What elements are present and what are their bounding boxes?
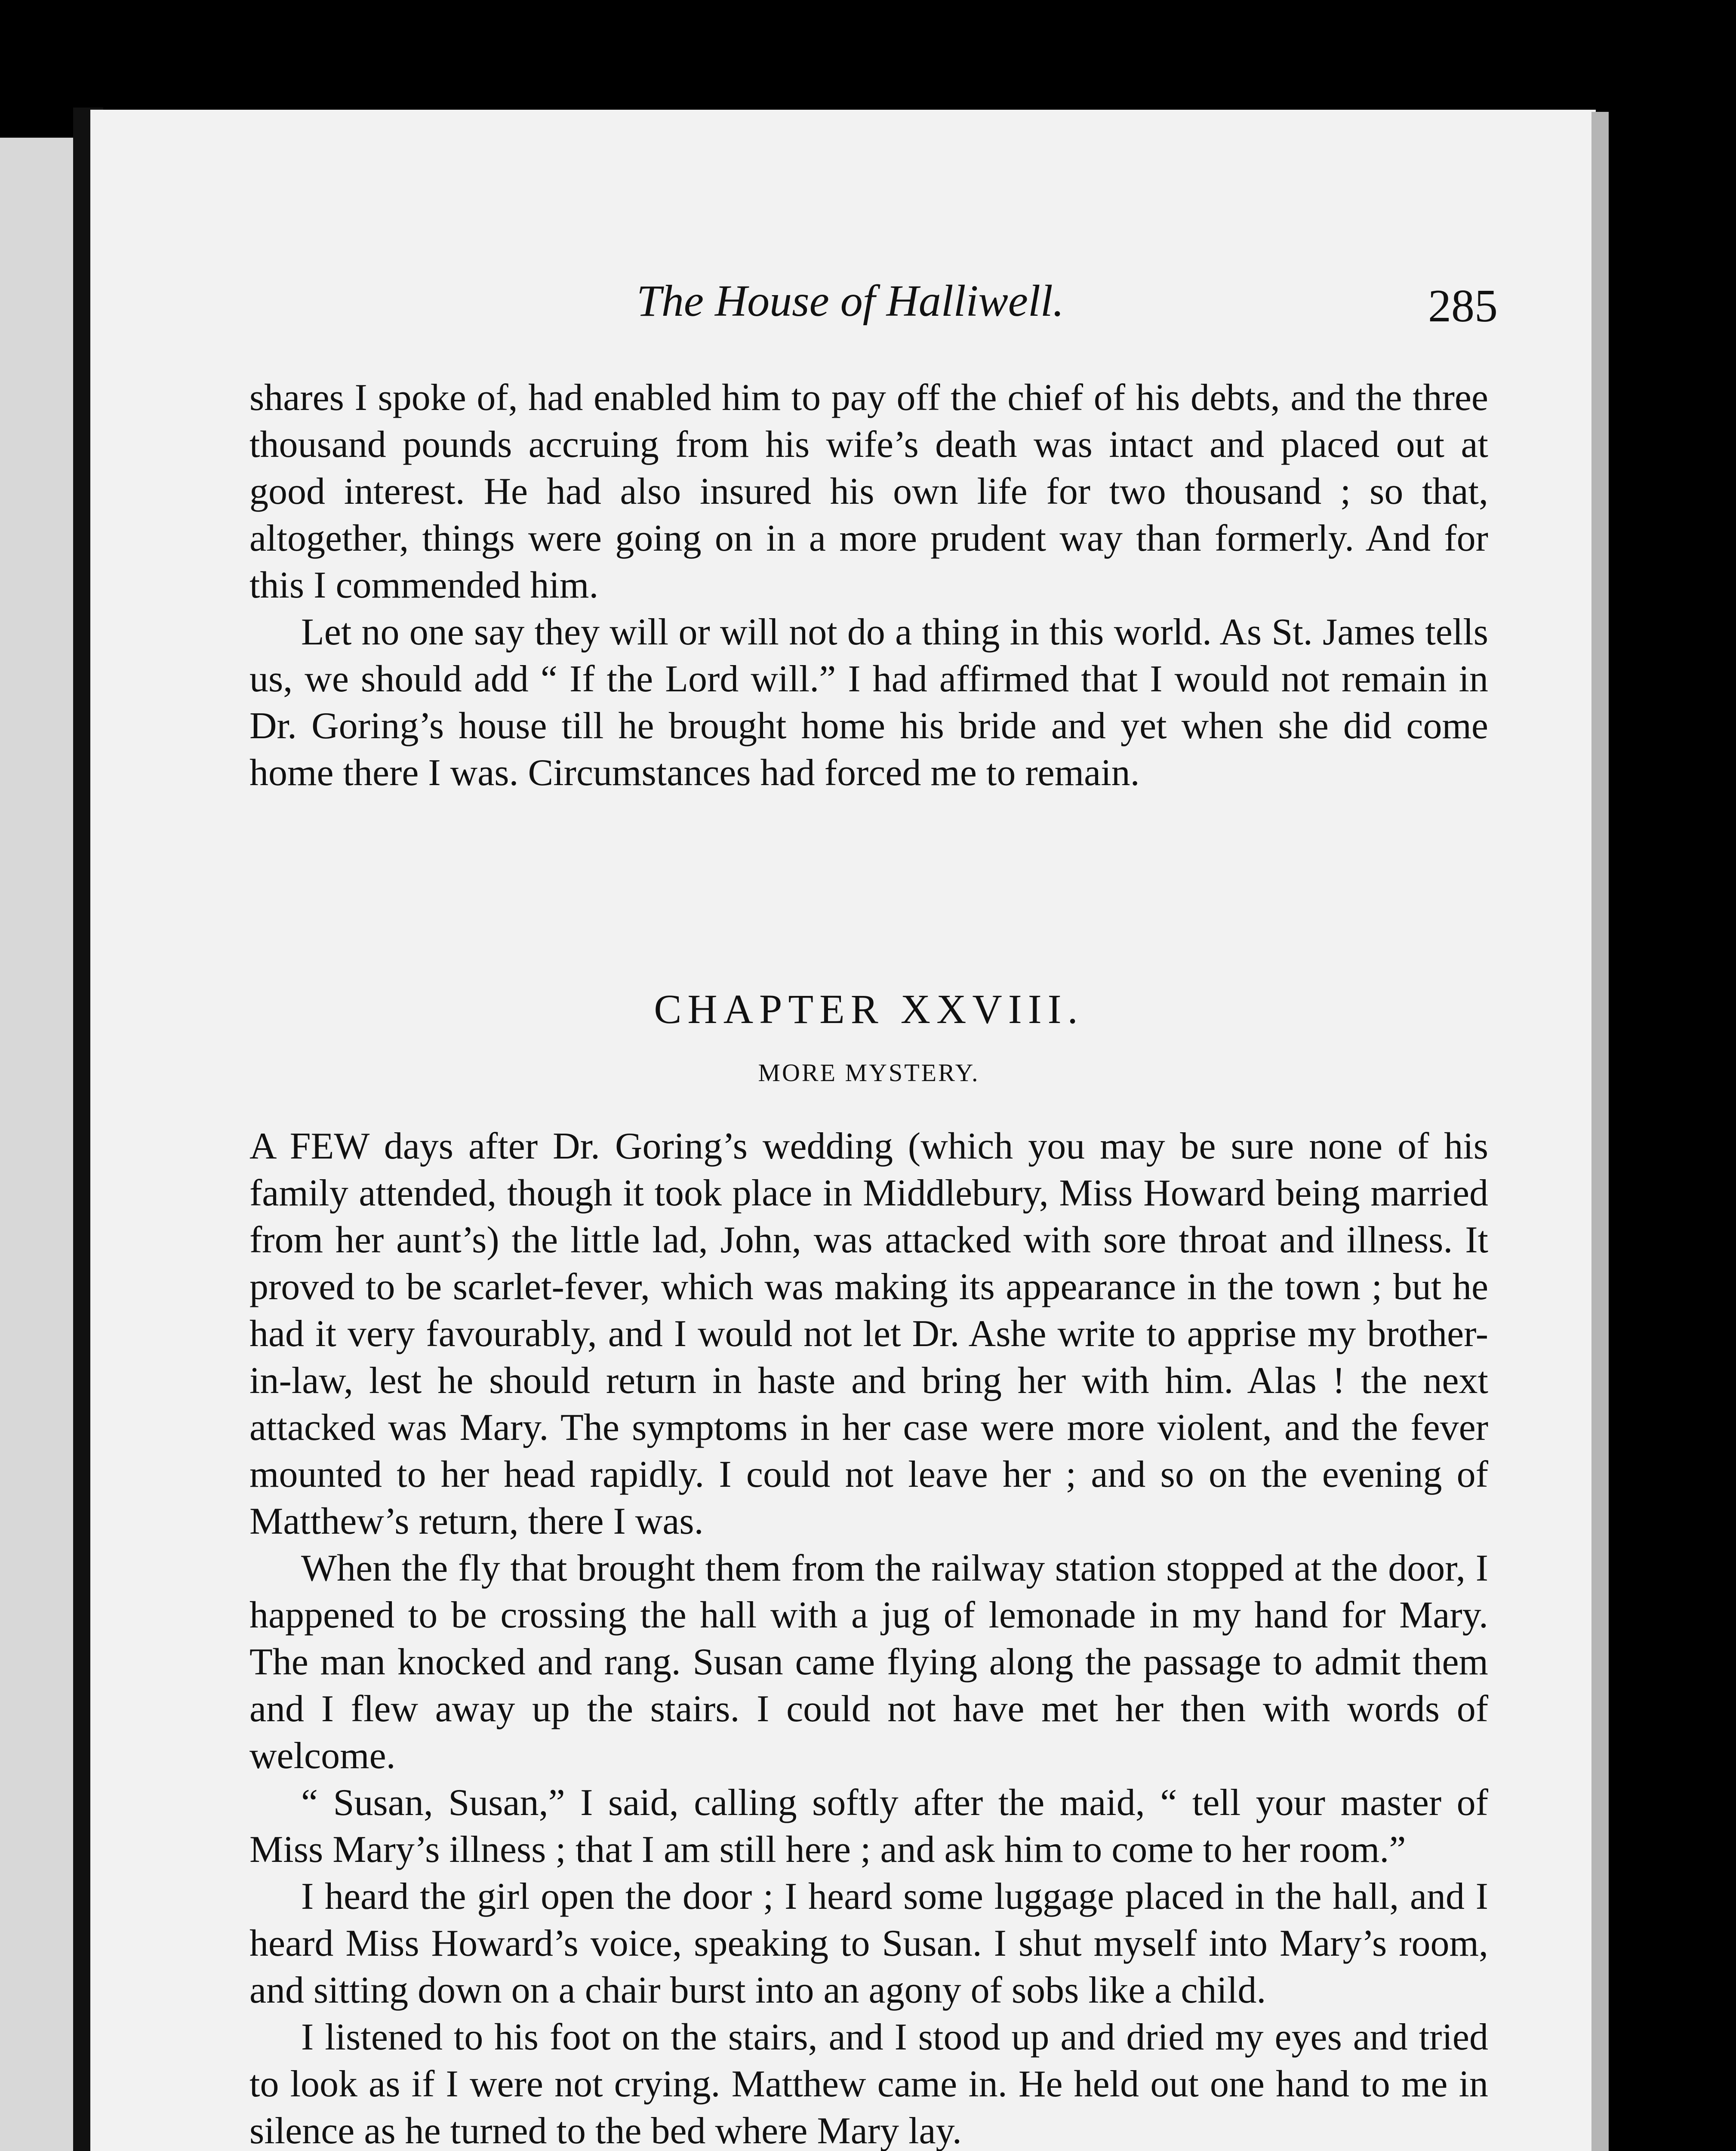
page-edge-shadow (1591, 112, 1609, 2151)
paragraph: I listened to his foot on the stairs, and I stood up and dried my eyes and tried to look as if I were not crying. Matthew came in. He held out one hand to me in silence as he turned to the bed where Mary lay. (249, 2016, 1488, 2151)
chapter-body (249, 1123, 1488, 2151)
paragraph: “ Susan, Susan,” I said, calling softly after the maid, “ tell your master of Miss Mary’s illness ; that I am still here ; and ask him to come to her room.” (249, 1782, 1488, 1871)
paragraph-continuation: shares I spoke of, had enabled him to pay off the chief of his debts, and the three thousand pounds accruing from his wife’s death was intact and placed out at good interest. He had also insured his own life for two thousand ; so that, altogether, things were going on in a more prudent way than formerly. And for this I commended him. (249, 377, 1488, 606)
chapter-title: CHAPTER XXVIII. (654, 986, 1084, 1032)
page-number: 285 (1428, 280, 1498, 332)
running-head: The House of Halliwell. (637, 276, 1064, 326)
chapter-subtitle: MORE MYSTERY. (758, 1059, 980, 1087)
top-text-block (249, 374, 1488, 796)
paragraph-opening: A FEW days after Dr. Goring’s wedding (which you may be sure none of his family attended, though it took place in Middlebury, Miss Howard being married from her aunt’s) the little lad, John, was attacked with sore throat and illness. It proved to be scarlet-fever, which was making its appearance in the town ; but he had it very favourably, and I would not let Dr. Ashe write to apprise my brother-in-law, lest he should return in haste and bring her with him. Alas ! the next attacked was Mary. The symptoms in her case were more violent, and the fever mounted to her head rapidly. I could not leave her ; and so on the evening of Matthew’s return, there I was. (249, 1125, 1488, 1542)
paragraph: Let no one say they will or will not do a thing in this world. As St. James tells us, we should add “ If the Lord will.” I had affirmed that I would not remain in Dr. Goring’s house till he brought home his bride and yet when she did come home there I was. Circumstances had forced me to remain. (249, 611, 1488, 794)
paragraph: When the fly that brought them from the railway station stopped at the door, I happened to be crossing the hall with a jug of lemonade in my hand for Mary. The man knocked and rang. Susan came flying along the passage to admit them and I flew away up the stairs. I could not have met her then with words of welcome. (249, 1547, 1488, 1777)
paragraph: I heard the girl open the door ; I heard some luggage placed in the hall, and I heard Miss Howard’s voice, speaking to Susan. I shut myself into Mary’s room, and sitting down on a chair burst into an agony of sobs like a child. (249, 1876, 1488, 2011)
